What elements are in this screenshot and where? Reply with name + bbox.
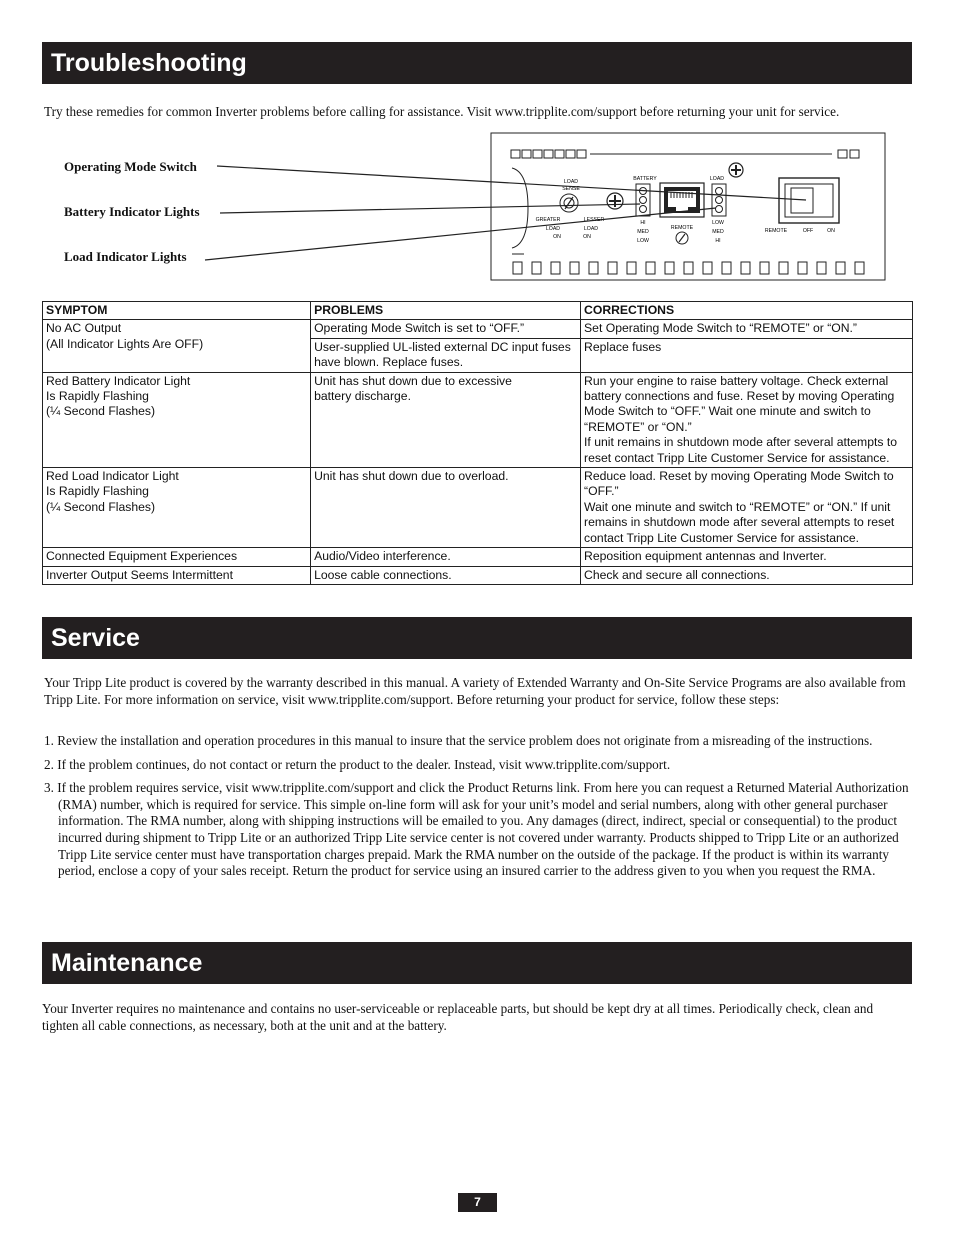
- maintenance-text: Your Inverter requires no maintenance and contains no user-serviceable or replaceable parts, but should be kept dry at all times. Periodically check, clean and tighten all cable connections, as necessary, both at the unit and at the battery.: [42, 1001, 874, 1033]
- svg-text:SENSE: SENSE: [562, 186, 580, 192]
- svg-text:LOAD: LOAD: [545, 226, 561, 232]
- correction-cell: Check and secure all connections.: [581, 566, 913, 584]
- callout-operating-mode-switch: Operating Mode Switch: [64, 159, 197, 174]
- list-item: 3. If the problem requires service, visit www.tripplite.com/support and click the Product Returns link. From here you can request a Returned Material Authorization (RMA) number, which is required for service. This simple on-line form will ask for your unit’s model and serial numbers, along with other general purchaser information. The RMA number, along with shipping instructions will be emailed to you. Any damages (direct, indirect, special or consequential) to the product incurred during shipment to Tripp Lite or an authorized Tripp Lite service center is not covered under warranty. Products shipped to Tripp Lite or an authorized Tripp Lite service center must have transportation charges prepaid. Mark the RMA number on the outside of the package. If the product is within its warranty period, enclose a copy of your sales receipt. Return the product for service using an insured carrier to the address given to you when you request the RMA.: [44, 780, 909, 879]
- service-heading: Service: [42, 617, 912, 659]
- problem-cell: Loose cable connections.: [311, 566, 581, 584]
- svg-text:OFF: OFF: [802, 228, 814, 234]
- svg-text:LOAD: LOAD: [709, 176, 725, 182]
- symptom-cell: No AC Output (All Indicator Lights Are OFF): [43, 320, 311, 372]
- list-item: 1. Review the installation and operation procedures in this manual to insure that the service problem does not originate from a misreading of the instructions.: [44, 733, 873, 748]
- svg-text:MED: MED: [712, 229, 724, 235]
- table-row: [43, 566, 913, 584]
- svg-text:REMOTE: REMOTE: [670, 225, 694, 231]
- table-header-row: [43, 302, 913, 320]
- svg-text:LOW: LOW: [637, 238, 649, 244]
- header-symptom: SYMPTOM: [43, 302, 311, 320]
- service-steps: [44, 733, 912, 880]
- correction-cell: Reduce load. Reset by moving Operating Mode Switch to “OFF.” Wait one minute and switch to “REMOTE” or “ON.” If unit remains in shutdown mode after several attempts to reset contact Tripp Lite Customer Service for assistance.: [581, 468, 913, 548]
- svg-text:LESSER: LESSER: [583, 217, 605, 223]
- symptom-cell: Connected Equipment Experiences: [43, 548, 311, 566]
- svg-text:ON: ON: [553, 234, 561, 240]
- svg-text:MED: MED: [637, 229, 649, 235]
- problem-cell: User-supplied UL-listed external DC input fuses have blown. Replace fuses.: [311, 338, 581, 372]
- symptom-cell: Inverter Output Seems Intermittent: [43, 566, 311, 584]
- svg-text:ON: ON: [827, 228, 835, 234]
- svg-text:LOAD: LOAD: [563, 179, 579, 185]
- header-problems: PROBLEMS: [311, 302, 581, 320]
- troubleshooting-table: [42, 301, 913, 585]
- svg-text:REMOTE: REMOTE: [764, 228, 788, 234]
- table-row: [43, 468, 913, 548]
- service-intro: Your Tripp Lite product is covered by the warranty described in this manual. A variety of Extended Warranty and On-Site Service Programs are also available from Tripp Lite. For more information on service, visit www.tripplite.com/support. Before returning your product for service, follow these steps:: [44, 675, 906, 707]
- troubleshooting-heading: Troubleshooting: [42, 42, 912, 84]
- problem-cell: Audio/Video interference.: [311, 548, 581, 566]
- inverter-panel-diagram: [0, 0, 954, 300]
- callout-load-indicator-lights: Load Indicator Lights: [64, 249, 187, 264]
- svg-text:HI: HI: [715, 238, 721, 244]
- correction-cell: Replace fuses: [581, 338, 913, 372]
- problem-cell: Operating Mode Switch is set to “OFF.”: [311, 320, 581, 338]
- svg-text:GREATER: GREATER: [535, 217, 561, 223]
- symptom-cell: Red Battery Indicator Light Is Rapidly Flashing (¼ Second Flashes): [43, 372, 311, 467]
- svg-text:LOAD: LOAD: [583, 226, 599, 232]
- table-row: [43, 548, 913, 566]
- problem-cell: Unit has shut down due to excessive battery discharge.: [311, 372, 581, 467]
- svg-text:LOW: LOW: [712, 220, 724, 226]
- callout-battery-indicator-lights: Battery Indicator Lights: [64, 204, 200, 219]
- operating-mode-switch: [779, 178, 839, 223]
- list-item: 2. If the problem continues, do not contact or return the product to the dealer. Instead, visit www.tripplite.com/support.: [44, 756, 671, 772]
- header-corrections: CORRECTIONS: [581, 302, 913, 320]
- page-number: 7: [458, 1193, 497, 1212]
- svg-text:HI: HI: [640, 220, 646, 226]
- troubleshooting-intro: Try these remedies for common Inverter problems before calling for assistance. Visit www.tripplite.com/support before returning your unit for service.: [44, 104, 840, 119]
- svg-text:BATTERY: BATTERY: [633, 176, 657, 182]
- correction-cell: Reposition equipment antennas and Inverter.: [581, 548, 913, 566]
- correction-cell: Run your engine to raise battery voltage. Check external battery connections and fuse. Reset by moving Operating Mode Switch to “OFF.” Wait one minute and switch to “REMOTE” or “ON.” If unit remains in shutdown mode after several attempts to reset contact Tripp Lite Customer Service for assistance.: [581, 372, 913, 467]
- correction-cell: Set Operating Mode Switch to “REMOTE” or “ON.”: [581, 320, 913, 338]
- problem-cell: Unit has shut down due to overload.: [311, 468, 581, 548]
- symptom-cell: Red Load Indicator Light Is Rapidly Flashing (¼ Second Flashes): [43, 468, 311, 548]
- svg-text:ON: ON: [583, 234, 591, 240]
- maintenance-heading: Maintenance: [42, 942, 912, 984]
- table-row: [43, 372, 913, 467]
- table-row: [43, 320, 913, 338]
